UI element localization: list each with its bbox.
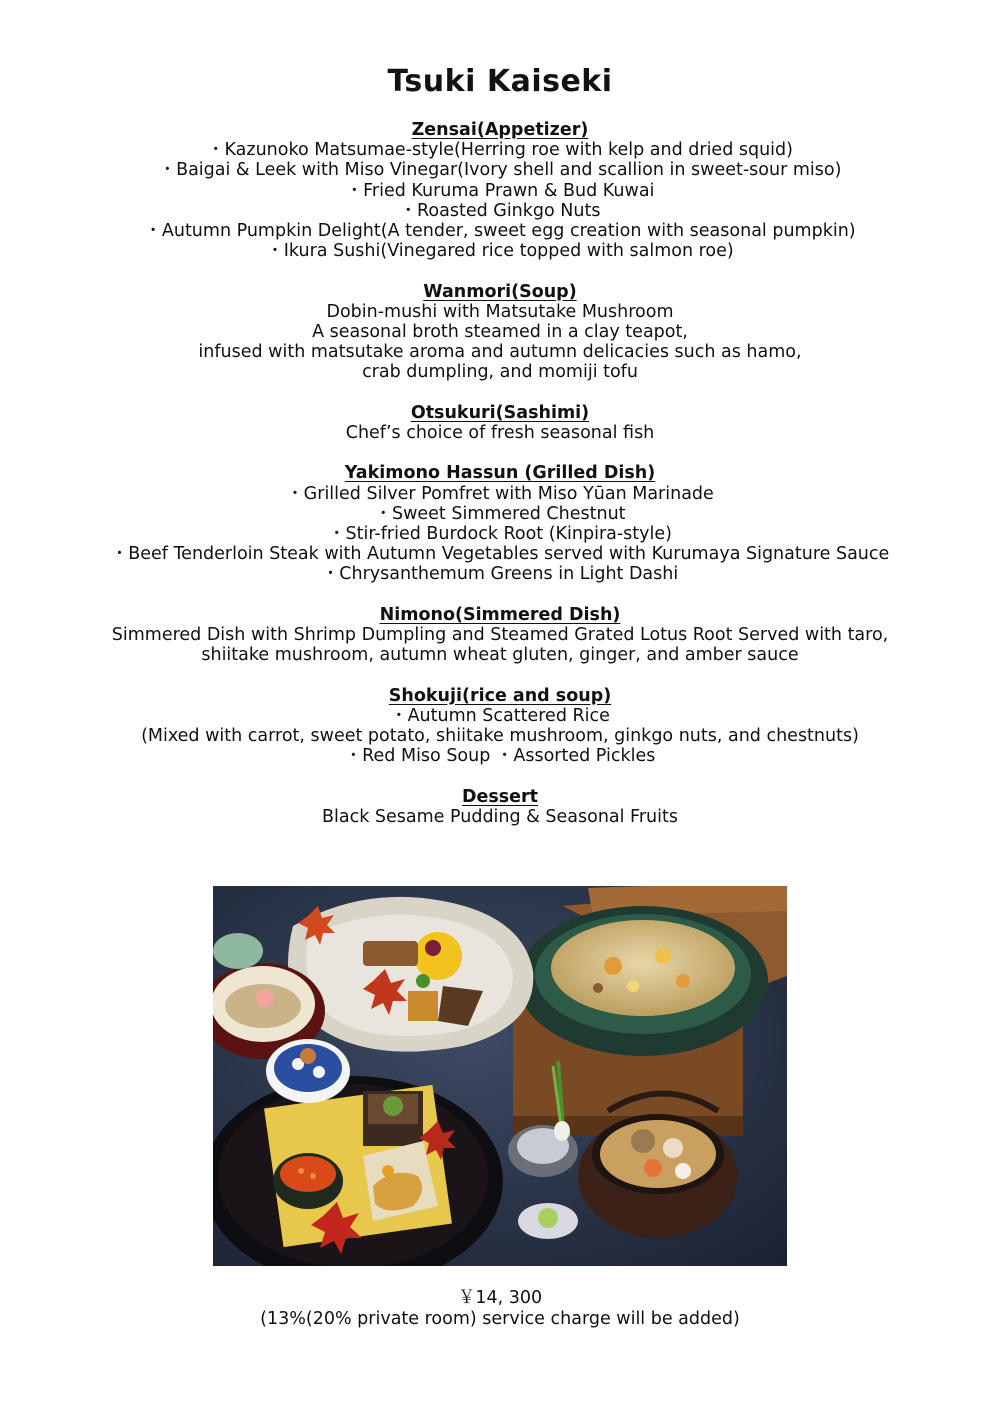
course-list bbox=[0, 120, 1000, 847]
section-heading: Zensai(Appetizer) bbox=[411, 120, 589, 140]
menu-line: ・Grilled Silver Pomfret with Miso Yūan Marinade bbox=[286, 483, 714, 504]
menu-line: A seasonal broth steamed in a clay teapot, bbox=[312, 322, 688, 343]
menu-line: ・Beef Tenderloin Steak with Autumn Vegetables served with Kurumaya Signature Sauce bbox=[110, 544, 890, 565]
section-shokuji bbox=[0, 686, 1000, 767]
menu-line: Chef’s choice of fresh seasonal fish bbox=[345, 423, 655, 444]
menu-line: ・Sweet Simmered Chestnut bbox=[374, 503, 626, 524]
menu-title: Tsuki Kaiseki bbox=[387, 64, 613, 99]
section-yakimono bbox=[0, 463, 1000, 584]
menu-line: (Mixed with carrot, sweet potato, shiitake mushroom, ginkgo nuts, and chestnuts) bbox=[141, 726, 859, 747]
section-nimono bbox=[0, 605, 1000, 666]
menu-line: crab dumpling, and momiji tofu bbox=[362, 362, 638, 383]
menu-line: ・Stir-fried Burdock Root (Kinpira-style) bbox=[328, 524, 672, 545]
menu-line: ・Autumn Scattered Rice bbox=[390, 705, 610, 726]
section-heading: Yakimono Hassun (Grilled Dish) bbox=[344, 463, 656, 484]
menu-line: ・Fried Kuruma Prawn & Bud Kuwai bbox=[345, 180, 655, 201]
food-illustration bbox=[213, 886, 787, 1266]
menu-line: ・Baigai & Leek with Miso Vinegar(Ivory shell and scallion in sweet-sour miso) bbox=[158, 160, 842, 181]
menu-line: Black Sesame Pudding & Seasonal Fruits bbox=[322, 806, 678, 827]
menu-line: infused with matsutake aroma and autumn delicacies such as hamo, bbox=[198, 342, 802, 363]
price: ￥14, 300 bbox=[457, 1288, 543, 1308]
section-heading: Otsukuri(Sashimi) bbox=[410, 402, 590, 423]
section-wanmori bbox=[0, 282, 1000, 383]
price-block bbox=[0, 1288, 1000, 1329]
service-charge-note: (13%(20% private room) service charge will be added) bbox=[260, 1308, 740, 1329]
section-heading: Wanmori(Soup) bbox=[423, 281, 577, 302]
menu-line: ・Red Miso Soup ・Assorted Pickles bbox=[344, 746, 656, 767]
section-dessert bbox=[0, 787, 1000, 827]
section-heading: Nimono(Simmered Dish) bbox=[379, 604, 621, 625]
menu-line: shiitake mushroom, autumn wheat gluten, ginger, and amber sauce bbox=[201, 645, 799, 666]
menu-line: ・Kazunoko Matsumae-style(Herring roe with kelp and dried squid) bbox=[207, 140, 793, 161]
menu-line: ・Chrysanthemum Greens in Light Dashi bbox=[321, 564, 679, 585]
section-heading: Dessert bbox=[461, 786, 539, 807]
kaiseki-photo bbox=[213, 886, 787, 1266]
menu-line: Simmered Dish with Shrimp Dumpling and Steamed Grated Lotus Root Served with taro, bbox=[111, 625, 889, 646]
section-zensai bbox=[0, 120, 1000, 261]
menu-line: ・Roasted Ginkgo Nuts bbox=[399, 200, 601, 221]
menu-line: ・Ikura Sushi(Vinegared rice topped with salmon roe) bbox=[266, 241, 734, 262]
section-heading: Shokuji(rice and soup) bbox=[388, 685, 612, 706]
section-otsukuri bbox=[0, 403, 1000, 443]
menu-line: Dobin-mushi with Matsutake Mushroom bbox=[326, 301, 674, 322]
menu-line: ・Autumn Pumpkin Delight(A tender, sweet egg creation with seasonal pumpkin) bbox=[144, 221, 856, 242]
